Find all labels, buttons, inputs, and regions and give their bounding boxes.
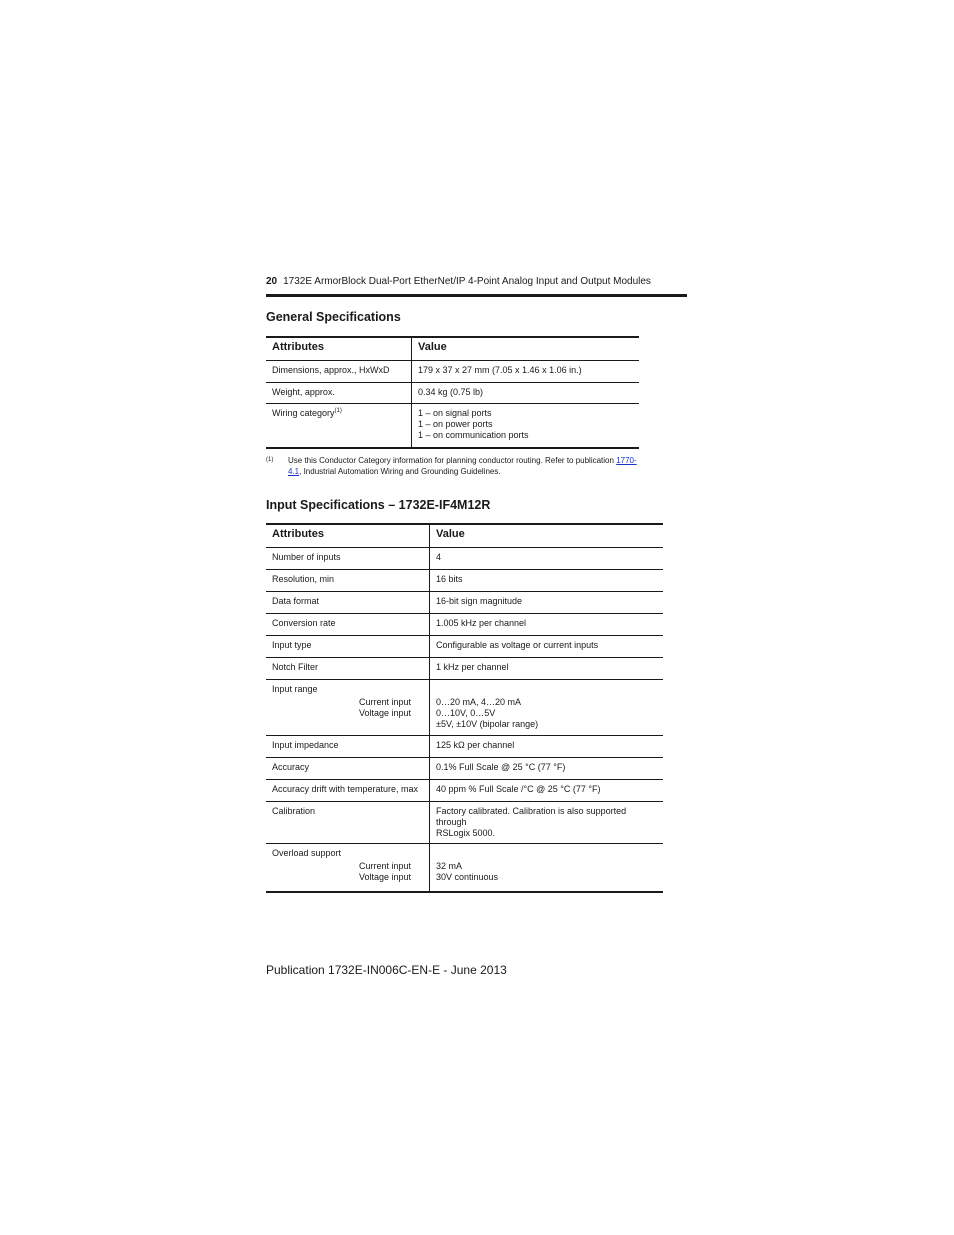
attribute-cell: Accuracy	[266, 758, 430, 780]
sub-attribute-label: Voltage input	[358, 708, 411, 718]
attribute-label: Wiring category	[272, 408, 335, 418]
page-number: 20	[266, 276, 278, 287]
attribute-cell	[266, 680, 430, 736]
value-line: RSLogix 5000.	[436, 828, 496, 838]
table-row	[266, 570, 663, 592]
table-footnote	[266, 455, 646, 477]
attribute-cell: Weight, approx.	[266, 383, 412, 404]
attribute-cell: Resolution, min	[266, 570, 430, 592]
attribute-cell: Input type	[266, 636, 430, 658]
attribute-cell	[266, 404, 412, 448]
value-cell: 0.1% Full Scale @ 25 °C (77 °F)	[430, 758, 664, 780]
footnote-text-part: , Industrial Automation Wiring and Grounding Guidelines.	[299, 467, 501, 476]
table-header-row	[266, 337, 639, 361]
value-line: 32 mA	[436, 861, 463, 871]
attribute-cell: Notch Filter	[266, 658, 430, 680]
value-line: Factory calibrated. Calibration is also supported through	[436, 806, 627, 827]
footnote-text-part: Use this Conductor Category information for planning conductor routing. Refer to publication	[288, 456, 617, 465]
value-cell: 179 x 37 x 27 mm (7.05 x 1.46 x 1.06 in.)	[412, 361, 640, 383]
value-line: 0…20 mA, 4…20 mA	[436, 697, 522, 707]
attribute-cell	[266, 844, 430, 892]
value-cell	[430, 844, 664, 892]
value-cell: 1.005 kHz per channel	[430, 614, 664, 636]
column-header-attributes: Attributes	[266, 524, 430, 548]
publication-footer: Publication 1732E-IN006C-EN-E - June 2013	[266, 963, 507, 977]
table-row	[266, 758, 663, 780]
attribute-cell: Accuracy drift with temperature, max	[266, 780, 430, 802]
attribute-label: Input range	[272, 684, 318, 694]
value-cell: 16-bit sign magnitude	[430, 592, 664, 614]
value-cell: 40 ppm % Full Scale /°C @ 25 °C (77 °F)	[430, 780, 664, 802]
value-line: 30V continuous	[436, 872, 499, 882]
value-cell: Configurable as voltage or current inputs	[430, 636, 664, 658]
table-row	[266, 680, 663, 736]
value-cell: 4	[430, 548, 664, 570]
attribute-label: Overload support	[272, 848, 342, 858]
table-row	[266, 802, 663, 844]
table-row	[266, 361, 639, 383]
publication-link[interactable]: 1770-4.1	[288, 456, 637, 476]
attribute-cell: Number of inputs	[272, 552, 341, 562]
value-cell: 125 kΩ per channel	[430, 736, 664, 758]
input-specs-table	[266, 523, 663, 893]
footnote-mark: (1)	[266, 457, 274, 463]
table-row	[266, 548, 663, 570]
header-rule	[266, 294, 687, 297]
attribute-cell: Conversion rate	[266, 614, 430, 636]
table-row	[266, 736, 663, 758]
value-line: ±5V, ±10V (bipolar range)	[436, 719, 539, 729]
table-row	[266, 658, 663, 680]
footnote-reference: (1)	[334, 408, 342, 414]
table-row	[266, 780, 663, 802]
value-cell: 0.34 kg (0.75 lb)	[412, 383, 640, 404]
sub-attribute-label: Current input	[358, 861, 411, 871]
footnote-text	[288, 455, 646, 477]
sub-attribute-label: Voltage input	[358, 872, 411, 882]
spacer	[436, 684, 657, 697]
spacer	[436, 848, 657, 861]
value-line: 1 – on signal ports	[418, 408, 492, 418]
column-header-value: Value	[412, 337, 640, 361]
value-cell	[430, 680, 664, 736]
attribute-cell: Calibration	[266, 802, 430, 844]
column-header-attributes: Attributes	[266, 337, 412, 361]
table-row	[266, 592, 663, 614]
table-row	[266, 383, 639, 404]
table-row	[266, 844, 663, 892]
general-specs-table	[266, 336, 639, 449]
attribute-cell: Input impedance	[266, 736, 430, 758]
value-cell: 1 kHz per channel	[430, 658, 664, 680]
value-line: 0…10V, 0…5V	[436, 708, 496, 718]
running-header	[266, 276, 687, 288]
table-header-row	[266, 524, 663, 548]
sub-attribute-label: Current input	[358, 697, 411, 707]
table-row	[266, 636, 663, 658]
general-specs-heading: General Specifications	[266, 310, 401, 324]
attribute-cell: Dimensions, approx., HxWxD	[272, 365, 390, 375]
input-specs-heading: Input Specifications – 1732E-IF4M12R	[266, 498, 491, 512]
document-title: 1732E ArmorBlock Dual-Port EtherNet/IP 4-Point Analog Input and Output Modules	[283, 276, 651, 287]
value-cell: 16 bits	[430, 570, 664, 592]
column-header-value: Value	[430, 524, 664, 548]
value-line: 1 – on power ports	[418, 419, 493, 429]
value-cell	[412, 404, 640, 448]
value-cell	[430, 802, 664, 844]
table-row	[266, 614, 663, 636]
table-row	[266, 404, 639, 448]
attribute-cell: Data format	[266, 592, 430, 614]
value-line: 1 – on communication ports	[418, 430, 529, 440]
